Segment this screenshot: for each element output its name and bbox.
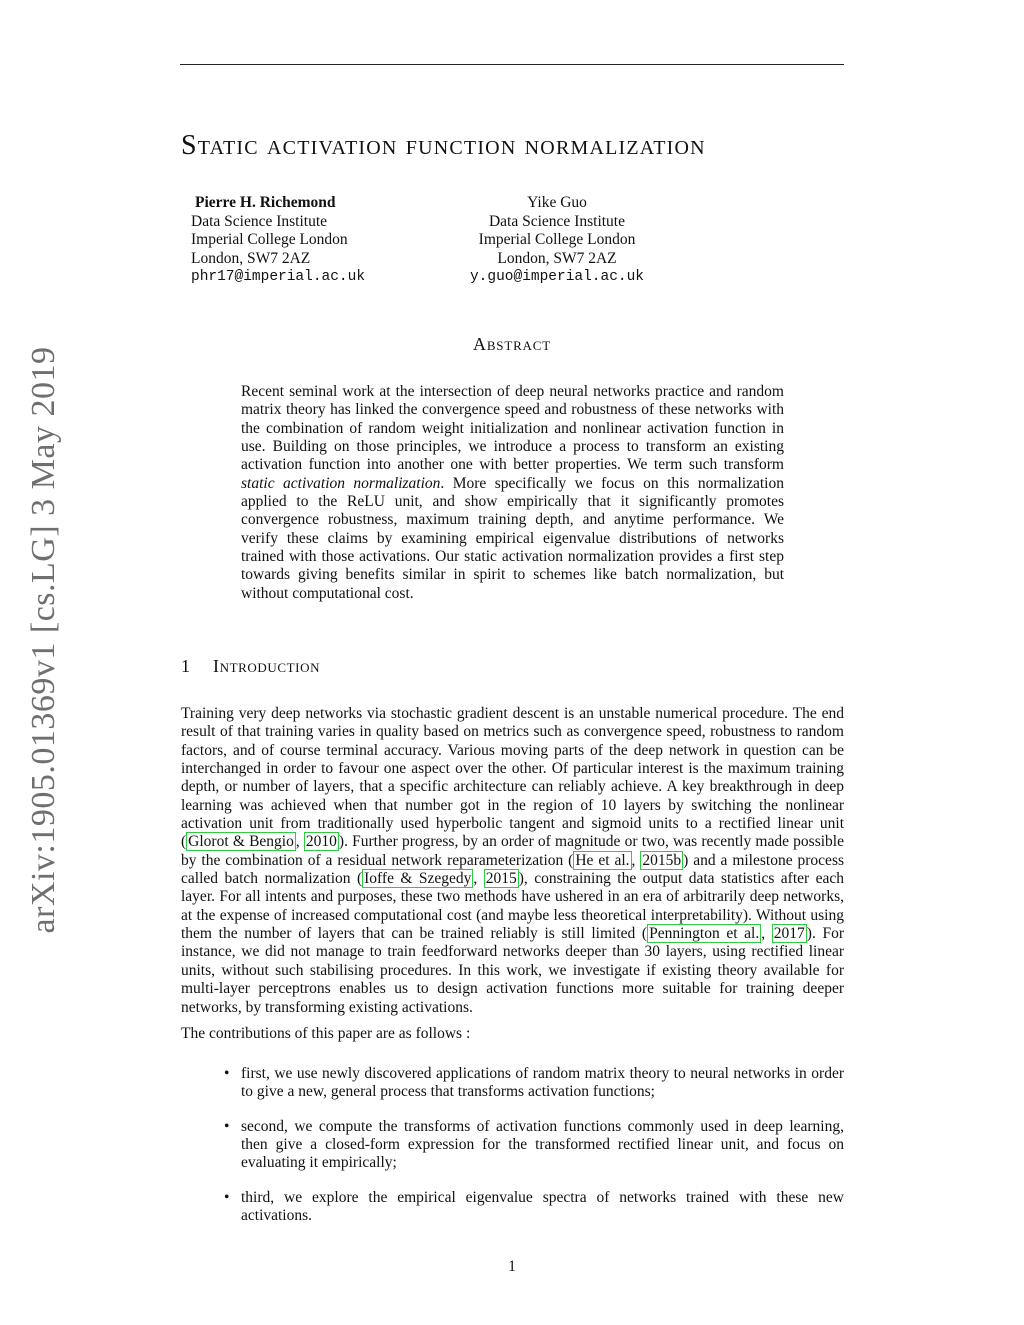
author-email[interactable]: phr17@imperial.ac.uk — [191, 269, 366, 285]
intro-text: ). For instance, we did not manage to train feedforward networks deeper than 30 layers, using rectified linear units, without such stabilising procedures. In this work, we investigate if existing theory available for multi-layer perceptrons enables us to design activation functions more suitable for training deeper networks, by transforming existing activations. — [181, 925, 844, 1016]
author-college: Imperial College London — [478, 231, 636, 248]
abstract-emphasis: static activation normalization — [241, 474, 441, 492]
list-item — [222, 1118, 844, 1173]
abstract-heading: Abstract — [473, 334, 551, 354]
page-number: 1 — [508, 1258, 516, 1275]
author-name: Pierre H. Richemond — [195, 194, 336, 211]
citation-separator: , — [761, 925, 772, 943]
author-college: Imperial College London — [191, 231, 348, 248]
citation-link[interactable]: 2015b — [642, 851, 682, 869]
citation-separator: , — [631, 851, 641, 869]
citation-link[interactable]: He et al. — [575, 851, 630, 869]
intro-paragraph — [181, 705, 844, 1017]
intro-text: ). Further progress, by an order of magnitude or two, was recently made possible by the combination of a residual network reparameterization ( — [181, 833, 844, 869]
contributions-list — [222, 1065, 844, 1241]
list-item — [222, 1065, 844, 1102]
contributions-intro: The contributions of this paper are as follows : — [181, 1025, 471, 1042]
author-city: London, SW7 2AZ — [497, 249, 617, 267]
citation-link[interactable]: Glorot & Bengio — [188, 833, 294, 851]
section-heading — [181, 656, 320, 677]
intro-text: Training very deep networks via stochastic gradient descent is an unstable numerical procedure. The end result of that training varies in quality based on metrics such as convergence speed, robustness to random factors, and of course terminal accuracy. Various moving parts of the deep network in question can be interchanged in order to favour one aspect over the other. Of particular interest is the maximum training depth, or number of layers, that a specific architecture can reliably achieve. A key breakthrough in deep learning was achieved when that number got in the region of 10 layers by switching the nonlinear activation unit from traditionally used hyperbolic tangent and sigmoid units to a rectified linear unit ( — [181, 705, 844, 851]
author-institute: Data Science Institute — [191, 212, 328, 230]
author-block-1 — [191, 194, 365, 287]
section-number: 1 — [181, 656, 190, 676]
paper-title: Static activation function normalization — [181, 130, 706, 161]
author-name: Yike Guo — [527, 194, 587, 211]
citation-separator: , — [295, 833, 304, 851]
bullet-icon: • — [224, 1117, 230, 1135]
header-rule — [180, 64, 844, 65]
author-institute: Data Science Institute — [488, 212, 625, 230]
intro-text: ) and a milestone process called batch normalization ( — [181, 851, 845, 888]
citation-link[interactable]: 2017 — [773, 925, 805, 943]
list-item — [222, 1189, 844, 1226]
citation-link[interactable]: Pennington et al. — [649, 925, 760, 943]
author-email[interactable]: y.guo@imperial.ac.uk — [469, 269, 645, 285]
list-item-text: second, we compute the transforms of activation functions commonly used in deep learning, then give a closed-form expression for the transformed rectified linear unit, and focus on evaluating it empirically; — [241, 1117, 844, 1172]
citation-link[interactable]: 2015 — [485, 870, 517, 888]
abstract-text-part: . More specifically we focus on this normalization applied to the ReLU unit, and show empirically that it significantly promotes convergence robustness, maximum training depth, and anytime performance. We verify these claims by examining empirical eigenvalue distributions of networks trained with those activations. Our static activation normalization provides a first step towards giving benefits similar in spirit to schemes like batch normalization, but without computational cost. — [241, 474, 784, 602]
citation-link[interactable]: 2010 — [305, 833, 337, 851]
list-item-text: first, we use newly discovered applications of random matrix theory to neural networks in order to give a new, general process that transforms activation functions; — [241, 1065, 844, 1101]
intro-text: ), constraining the output data statistics after each layer. For all intents and purposes, these two methods have ushered in an era of arbitrarily deep networks, at the expense of increased computational cost (and maybe less theoretical interpretability). Without using them the number of layers that can be trained reliably is still limited ( — [181, 870, 845, 943]
citation-link[interactable]: Ioffe & Szegedy — [364, 870, 472, 888]
section-title: Introduction — [213, 656, 321, 676]
arxiv-identifier: arXiv:1905.01369v1 [cs.LG] 3 May 2019 — [25, 346, 62, 934]
bullet-icon: • — [224, 1188, 230, 1206]
author-city: London, SW7 2AZ — [191, 249, 311, 267]
abstract-text-part: Recent seminal work at the intersection of deep neural networks practice and random matrix theory has linked the convergence speed and robustness of these networks with the combination of random weight initialization and nonlinear activation function in use. Building on those principles, we introduce a process to transform an existing activation function into another one with better properties. We term such transform — [241, 383, 784, 474]
author-block-2 — [454, 194, 660, 287]
bullet-icon: • — [224, 1065, 230, 1082]
list-item-text: third, we explore the empirical eigenvalue spectra of networks trained with these new activations. — [241, 1188, 844, 1225]
abstract-text — [241, 383, 784, 603]
citation-separator: , — [473, 870, 484, 888]
